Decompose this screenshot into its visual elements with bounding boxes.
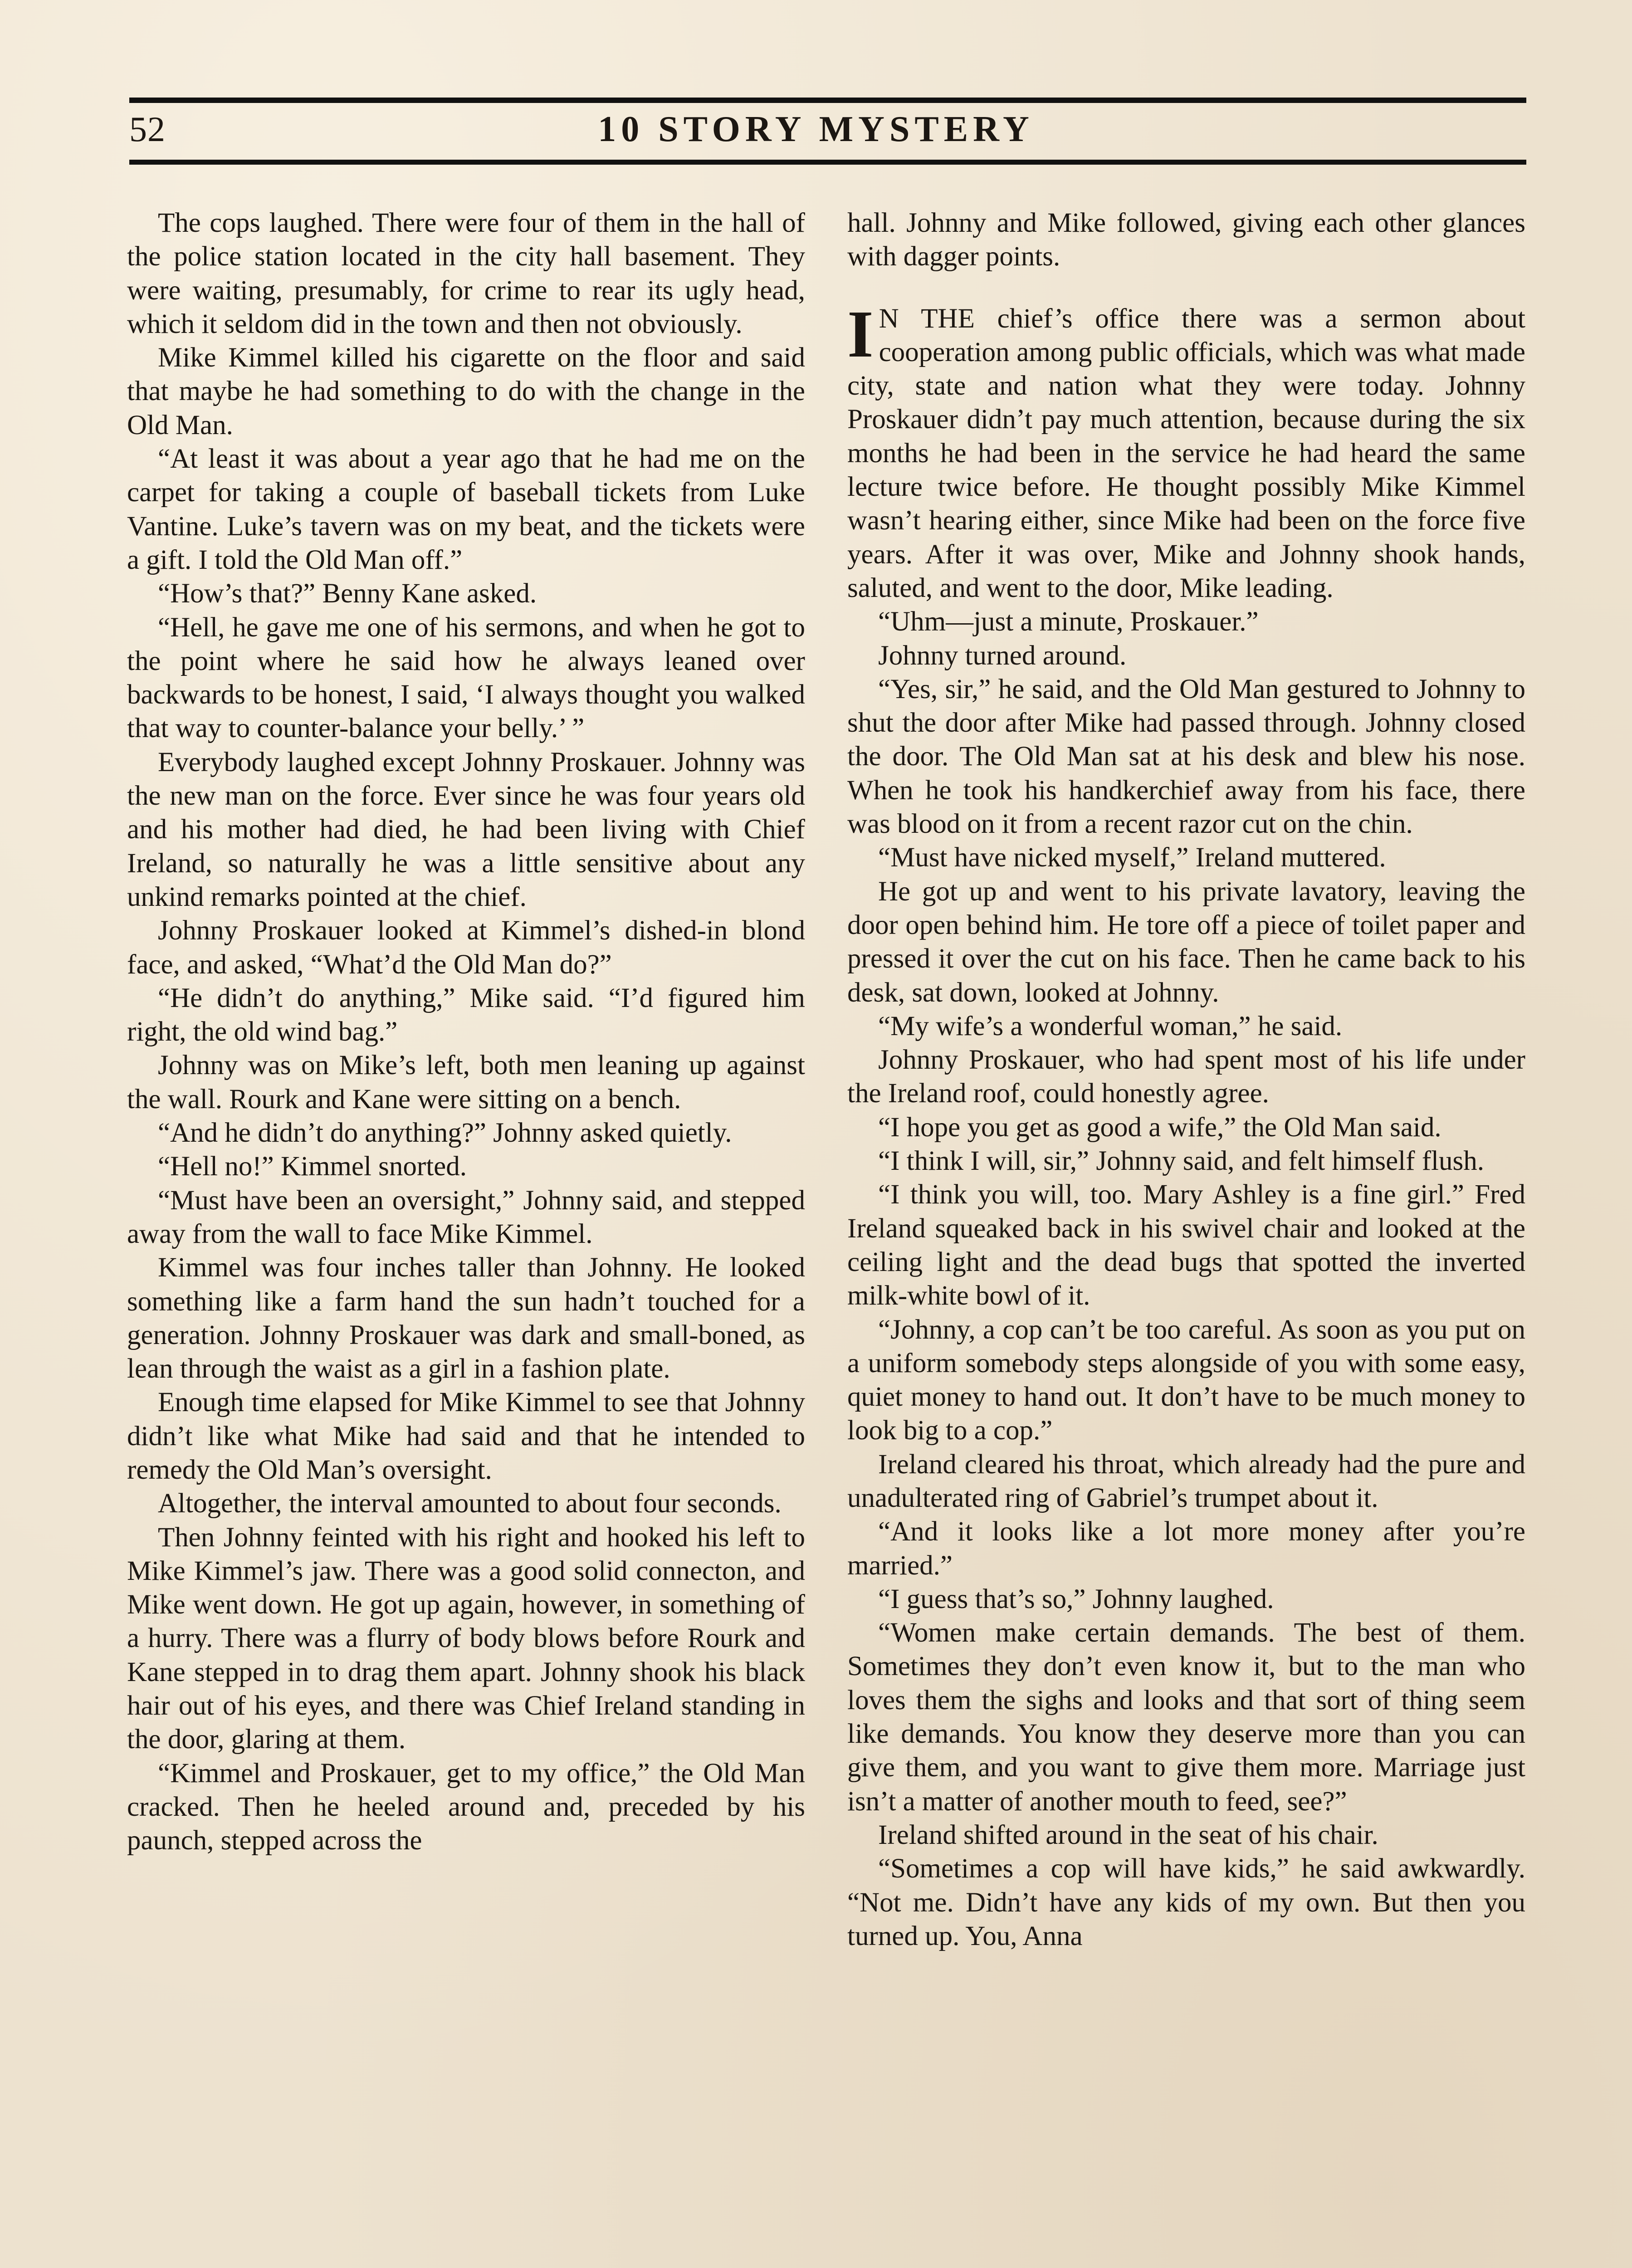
paragraph: Everybody laughed except Johnny Proskauer. Johnny was the new man on the force. Ever since he was four years old and his mother had died, he had been living with Chief Ireland, so naturally he was a little sensitive about any unkind remarks pointed at the chief. bbox=[127, 747, 805, 912]
paragraph: “And he didn’t do anything?” Johnny asked quietly. bbox=[158, 1118, 732, 1149]
left-column bbox=[127, 206, 805, 1858]
paragraph: Enough time elapsed for Mike Kimmel to see that Johnny didn’t like what Mike had said and that he intended to remedy the Old Man’s oversight. bbox=[127, 1387, 805, 1485]
paragraph: “I guess that’s so,” Johnny laughed. bbox=[878, 1584, 1274, 1614]
paragraph: “Hell, he gave me one of his sermons, and when he got to the point where he said how he always leaned over backwards to be honest, I said, ‘I always thought you walked that way to counter-balance your belly.’ ” bbox=[127, 612, 805, 744]
paragraph: “And it looks like a lot more money after you’re married.” bbox=[847, 1516, 1525, 1581]
paragraph: Altogether, the interval amounted to about four seconds. bbox=[158, 1488, 782, 1519]
paragraph: “How’s that?” Benny Kane asked. bbox=[158, 578, 537, 609]
paragraph: “Women make certain demands. The best of them. Sometimes they don’t even know it, but to the man who loves them the sighs and looks and that sort of thing seem like demands. You know they deserve more than you can give them, and you want to give them more. Marriage just isn’t a matter of another mouth to feed, see?” bbox=[847, 1618, 1525, 1817]
paragraph: Then Johnny feinted with his right and hooked his left to Mike Kimmel’s jaw. There was a good solid connecton, and Mike went down. He got up again, however, in something of a hurry. There was a flurry of body blows before Rourk and Kane stepped in to drag them apart. Johnny shook his black hair out of his eyes, and there was Chief Ireland standing in the door, glaring at them. bbox=[127, 1522, 805, 1755]
paragraph: He got up and went to his private lavatory, leaving the door open behind him. He tore off a piece of toilet paper and pressed it over the cut on his face. Then he came back to his desk, sat down, looked at Johnny. bbox=[847, 876, 1525, 1008]
paragraph: Mike Kimmel killed his cigarette on the floor and said that maybe he had something to do with the change in the Old Man. bbox=[127, 342, 805, 440]
paragraph: “Must have nicked myself,” Ireland muttered. bbox=[878, 842, 1386, 873]
paragraph: Johnny Proskauer, who had spent most of his life under the Ireland roof, could honestly agree. bbox=[847, 1045, 1525, 1109]
drop-cap: I bbox=[847, 297, 874, 371]
paragraph: Ireland shifted around in the seat of his chair. bbox=[878, 1819, 1378, 1850]
paragraph: Ireland cleared his throat, which already had the pure and unadulterated ring of Gabriel’s trumpet about it. bbox=[847, 1449, 1525, 1513]
paragraph: “I think you will, too. Mary Ashley is a fine girl.” Fred Ireland squeaked back in his swivel chair and looked at the ceiling light and the dead bugs that spotted the inverted milk-white bowl of it. bbox=[847, 1179, 1525, 1311]
paragraph: “Kimmel and Proskauer, get to my office,” the Old Man cracked. Then he heeled around and, preceded by his paunch, stepped across the bbox=[127, 1758, 805, 1856]
paragraph: Kimmel was four inches taller than Johnny. He looked something like a farm hand the sun hadn’t touched for a generation. Johnny Proskauer was dark and small-boned, as lean through the waist as a girl in a fashion plate. bbox=[127, 1252, 805, 1384]
header-rule-top bbox=[129, 98, 1526, 103]
right-column bbox=[847, 206, 1525, 1953]
paragraph: Johnny Proskauer looked at Kimmel’s dished-in blond face, and asked, “What’d the Old Man do?” bbox=[127, 915, 805, 980]
magazine-title: 10 STORY MYSTERY bbox=[598, 109, 1034, 149]
paragraph: “My wife’s a wonderful woman,” he said. bbox=[878, 1011, 1343, 1041]
paragraph: The cops laughed. There were four of them in the hall of the police station located in the city hall basement. They were waiting, presumably, for crime to rear its ugly head, which it seldom did in the town and then not obviously. bbox=[127, 208, 805, 339]
paragraph: “Yes, sir,” he said, and the Old Man gestured to Johnny to shut the door after Mike had passed through. Johnny closed the door. The Old Man sat at his desk and blew his nose. When he took his handkerchief away from his face, there was blood on it from a recent razor cut on the chin. bbox=[847, 674, 1525, 840]
paragraph: Johnny turned around. bbox=[878, 640, 1127, 671]
section-opening-text: N THE chief’s office there was a sermon about cooperation among public officials, which was what made city, state and nation what they were today. Johnny Proskauer didn’t pay much attention, because during the six months he had been in the service he had heard the same lecture twice before. He thought possibly Mike Kimmel wasn’t hearing either, since Mike had been on the force five years. After it was over, Mike and Johnny shook hands, saluted, and went to the door, Mike leading. bbox=[847, 303, 1525, 603]
paragraph: “Uhm—just a minute, Proskauer.” bbox=[878, 606, 1259, 637]
paragraph-continuation: hall. Johnny and Mike followed, giving each other glances with dagger points. bbox=[847, 208, 1525, 272]
section-opening-paragraph bbox=[847, 297, 1525, 606]
paragraph: “I hope you get as good a wife,” the Old Man said. bbox=[878, 1112, 1441, 1143]
header-rule-bottom bbox=[129, 160, 1526, 165]
page-number: 52 bbox=[129, 109, 166, 149]
paragraph: “He didn’t do anything,” Mike said. “I’d figured him right, the old wind bag.” bbox=[127, 982, 805, 1047]
paragraph: “Sometimes a cop will have kids,” he said awkwardly. “Not me. Didn’t have any kids of my own. But then you turned up. You, Anna bbox=[847, 1853, 1525, 1951]
paragraph: “Johnny, a cop can’t be too careful. As soon as you put on a uniform somebody steps alongside of you with some easy, quiet money to hand out. It don’t have to be much money to look big to a cop.” bbox=[847, 1314, 1525, 1446]
paragraph: “Must have been an oversight,” Johnny said, and stepped away from the wall to face Mike Kimmel. bbox=[127, 1185, 805, 1249]
paragraph: “Hell no!” Kimmel snorted. bbox=[158, 1151, 467, 1182]
paragraph: “I think I will, sir,” Johnny said, and felt himself flush. bbox=[878, 1146, 1484, 1177]
paragraph: “At least it was about a year ago that he had me on the carpet for taking a couple of baseball tickets from Luke Vantine. Luke’s tavern was on my beat, and the tickets were a gift. I told the Old Man off.” bbox=[127, 444, 805, 575]
paragraph: Johnny was on Mike’s left, both men leaning up against the wall. Rourk and Kane were sitting on a bench. bbox=[127, 1050, 805, 1114]
